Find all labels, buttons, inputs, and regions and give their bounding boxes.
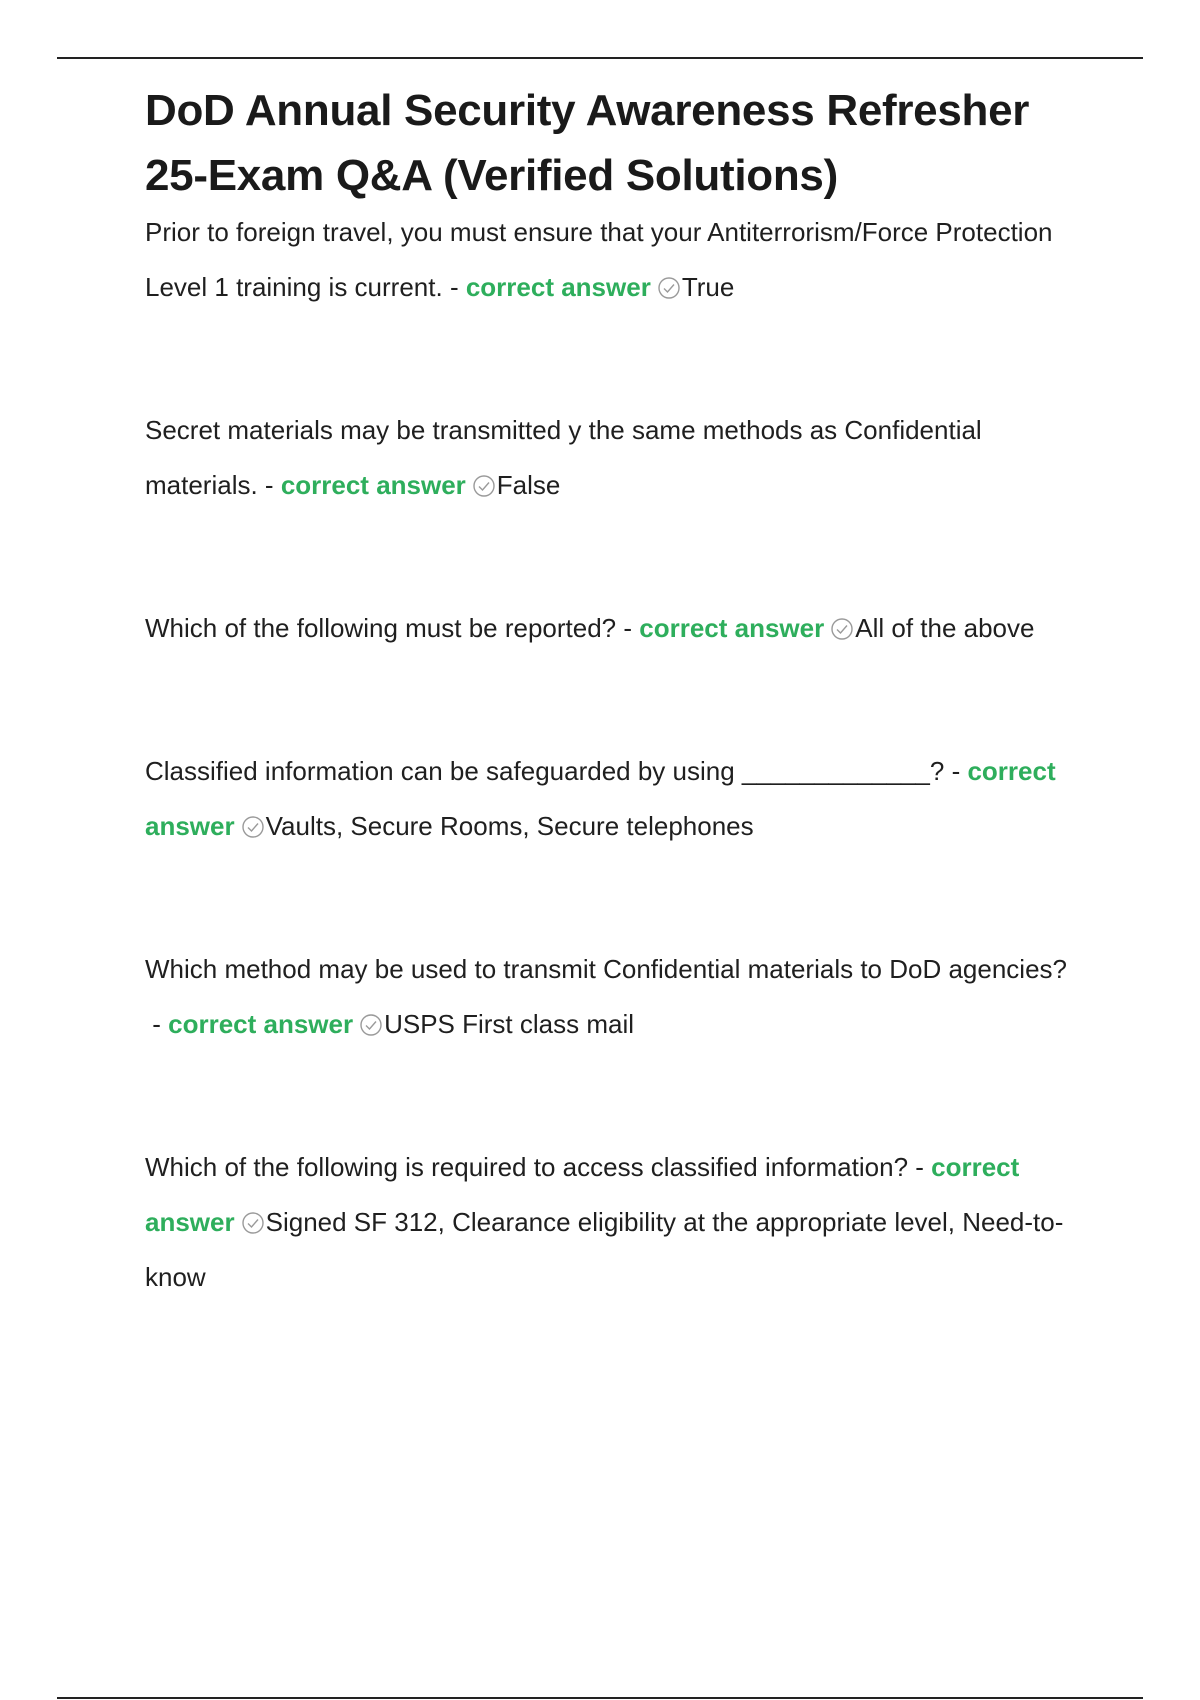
checkmark-circle-icon: [241, 1211, 265, 1235]
question-text: Secret materials may be transmitted y the same methods as Confidential materials.: [145, 415, 982, 500]
document-title: [145, 78, 1085, 208]
title-line-1: DoD Annual Security Awareness Refresher: [145, 86, 1030, 135]
bottom-rule: [57, 1697, 1143, 1699]
question-text: Which of the following is required to access classified information?: [145, 1152, 909, 1182]
correct-answer-label: correct answer: [639, 613, 825, 643]
answer-text: Signed SF 312, Clearance eligibility at the appropriate level, Need-to-know: [145, 1207, 1064, 1292]
checkmark-circle-icon: [472, 474, 496, 498]
answer-text: True: [681, 272, 735, 302]
checkmark-circle-icon: [359, 1013, 383, 1037]
qa-item: [145, 1140, 1085, 1305]
qa-item: [145, 744, 1085, 854]
answer-text: Vaults, Secure Rooms, Secure telephones: [265, 811, 754, 841]
separator: -: [442, 272, 466, 302]
answer-text: False: [496, 470, 561, 500]
checkmark-circle-icon: [830, 617, 854, 641]
correct-answer-label: correct answer: [465, 272, 651, 302]
document-body: [145, 78, 1085, 1305]
answer-text: USPS First class mail: [384, 1009, 635, 1039]
separator: -: [145, 1009, 169, 1039]
checkmark-circle-icon: [241, 815, 265, 839]
qa-item: [145, 403, 1085, 513]
separator: -: [257, 470, 281, 500]
question-text: Which of the following must be reported?: [145, 613, 617, 643]
qa-item: [145, 205, 1085, 315]
correct-answer-label: correct answer: [168, 1009, 354, 1039]
qa-item: [145, 601, 1085, 656]
correct-answer-label: correct answer: [280, 470, 466, 500]
answer-text: All of the above: [855, 613, 1035, 643]
top-rule: [57, 57, 1143, 59]
question-text: Classified information can be safeguarded by using _____________?: [145, 756, 945, 786]
separator: -: [616, 613, 640, 643]
separator: -: [908, 1152, 932, 1182]
question-text: Prior to foreign travel, you must ensure that your Antiterrorism/Force Protection Level 1 training is current.: [145, 217, 1053, 302]
checkmark-circle-icon: [657, 276, 681, 300]
question-text: Which method may be used to transmit Confidential materials to DoD agencies?: [145, 954, 1067, 984]
separator: -: [944, 756, 968, 786]
title-line-2: 25-Exam Q&A (Verified Solutions): [145, 151, 838, 200]
correct-answer-label: correct answer: [145, 1152, 1020, 1237]
correct-answer-label: correct answer: [145, 756, 1056, 841]
qa-item: [145, 942, 1085, 1052]
